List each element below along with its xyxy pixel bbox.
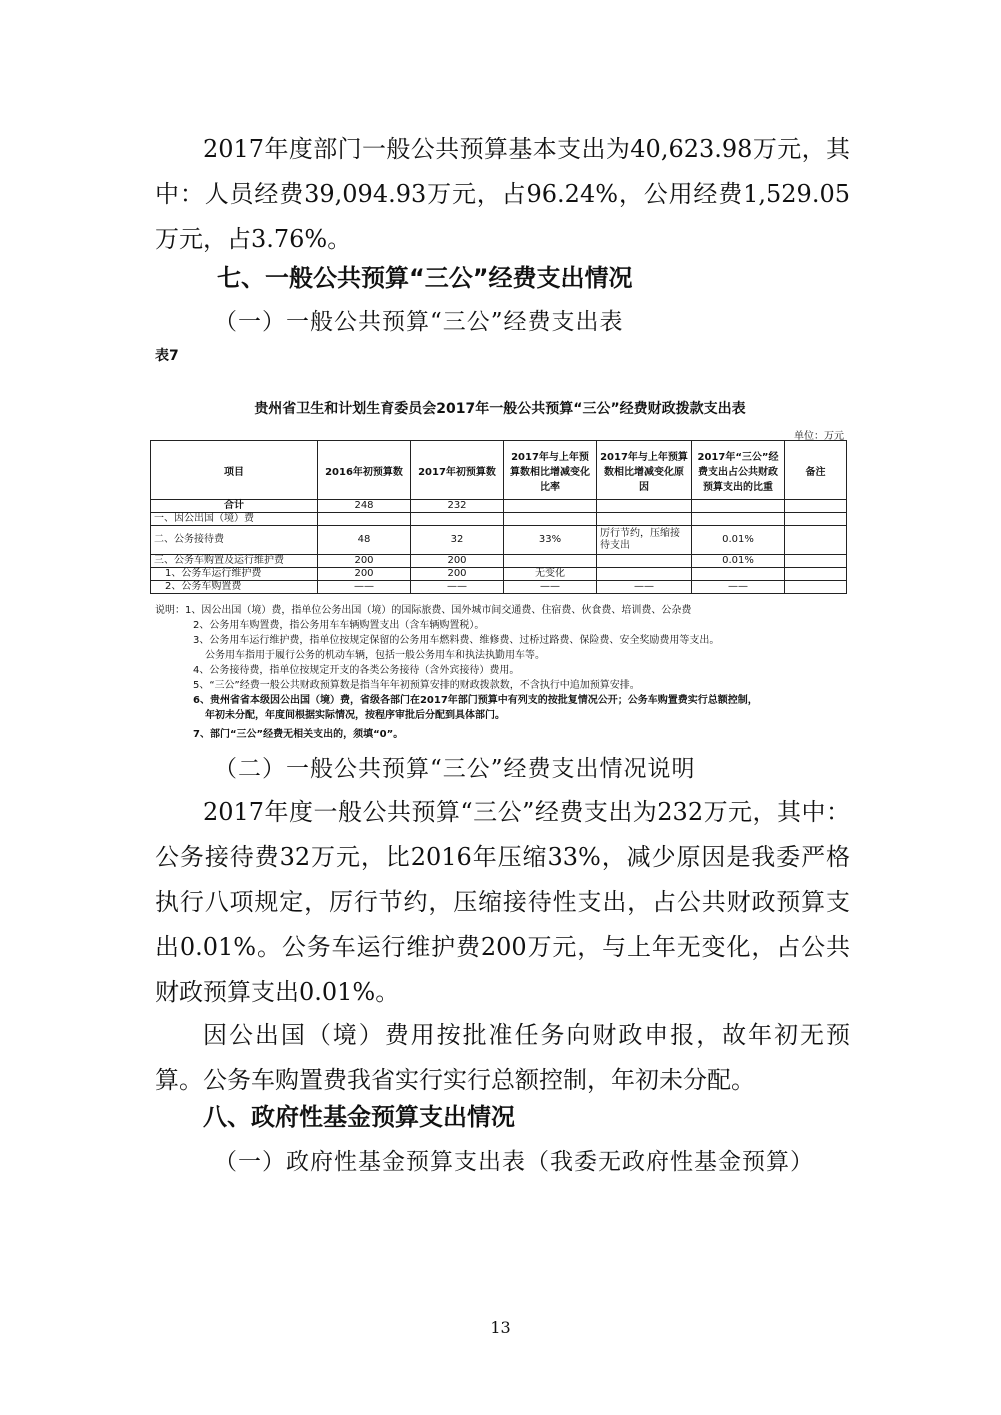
table-row — [151, 555, 847, 568]
cell-2017: 232 — [411, 500, 504, 513]
cell-2016 — [318, 513, 411, 526]
cell-share — [692, 500, 785, 513]
header-remarks: 备注 — [785, 441, 847, 500]
cell-item: 二、公务接待费 — [151, 526, 318, 555]
cell-reason — [597, 513, 692, 526]
cell-ratio — [504, 555, 597, 568]
note-line: 7、部门“三公”经费无相关支出的，须填“0”。 — [193, 729, 404, 740]
cell-2016: —— — [318, 581, 411, 594]
cell-remarks — [785, 513, 847, 526]
section7-heading: 七、一般公共预算“三公”经费支出情况 — [217, 264, 633, 292]
table-row — [151, 513, 847, 526]
cell-item: 合计 — [151, 500, 318, 513]
table-notes — [155, 603, 855, 742]
three-public-expenses-table — [150, 440, 847, 594]
cell-2017 — [411, 513, 504, 526]
table-unit: 单位：万元 — [794, 431, 844, 442]
cell-2016: 200 — [318, 555, 411, 568]
cell-ratio: 33% — [504, 526, 597, 555]
cell-2016: 200 — [318, 568, 411, 581]
cell-item: 1、公务车运行维护费 — [151, 568, 318, 581]
cell-2017: 200 — [411, 555, 504, 568]
cell-2017: 200 — [411, 568, 504, 581]
cell-ratio: 无变化 — [504, 568, 597, 581]
section7-paragraph-1: 2017年度一般公共预算“三公”经费支出为232万元，其中：公务接待费32万元，比2016年压缩33%，减少原因是我委严格执行八项规定，厉行节约，压缩接待性支出，占公共财政预算支出0.01%。公务车运行维护费200万元，与上年无变化，占公共财政预算支出0.01%。 — [155, 798, 850, 1006]
note-line: 年初未分配，年度间根据实际情况，按程序审批后分配到具体部门。 — [205, 710, 505, 721]
note-line: 4、公务接待费，指单位按规定开支的各类公务接待（含外宾接待）费用。 — [193, 665, 520, 676]
cell-item: 2、公务车购置费 — [151, 581, 318, 594]
cell-ratio — [504, 513, 597, 526]
header-share: 2017年“三公”经费支出占公共财政预算支出的比重 — [692, 441, 785, 500]
note-line: 6、贵州省省本级因公出国（境）费，省级各部门在2017年部门预算中有列支的按批复情况公开；公务车购置费实行总额控制， — [193, 695, 758, 706]
note-line: 公务用车指用于履行公务的机动车辆，包括一般公务用车和执法执勤用车等。 — [205, 650, 545, 661]
table-header-row — [151, 441, 847, 500]
cell-share: —— — [692, 581, 785, 594]
cell-2017: —— — [411, 581, 504, 594]
cell-remarks — [785, 568, 847, 581]
header-item: 项目 — [151, 441, 318, 500]
note-line: 5、“三公”经费一般公共财政预算数是指当年年初预算安排的财政拨款数，不含执行中追加预算安排。 — [193, 680, 640, 691]
section8-subheading-1: （一）政府性基金预算支出表（我委无政府性基金预算） — [214, 1149, 814, 1175]
table-row — [151, 568, 847, 581]
section7-subheading-1: （一）一般公共预算“三公”经费支出表 — [214, 309, 624, 335]
cell-remarks — [785, 581, 847, 594]
cell-reason — [597, 500, 692, 513]
cell-item: 一、因公出国（境）费 — [151, 513, 318, 526]
page-number: 13 — [490, 1318, 511, 1337]
cell-reason: —— — [597, 581, 692, 594]
section7-paragraph-2: 因公出国（境）费用按批准任务向财政申报，故年初无预算。公务车购置费我省实行实行总额控制，年初未分配。 — [155, 1021, 850, 1094]
cell-2016: 248 — [318, 500, 411, 513]
header-2017-budget: 2017年初预算数 — [411, 441, 504, 500]
cell-share — [692, 568, 785, 581]
table-row — [151, 526, 847, 555]
cell-item: 三、公务车购置及运行维护费 — [151, 555, 318, 568]
cell-ratio: —— — [504, 581, 597, 594]
cell-share — [692, 513, 785, 526]
table-title: 贵州省卫生和计划生育委员会2017年一般公共预算“三公”经费财政拨款支出表 — [254, 401, 746, 417]
section6-paragraph: 2017年度部门一般公共预算基本支出为40,623.98万元，其中：人员经费39,094.93万元，占96.24%，公用经费1,529.05万元，占3.76%。 — [155, 135, 850, 253]
cell-share: 0.01% — [692, 526, 785, 555]
cell-share: 0.01% — [692, 555, 785, 568]
section8-heading: 八、政府性基金预算支出情况 — [203, 1103, 515, 1131]
section7-subheading-2: （二）一般公共预算“三公”经费支出情况说明 — [214, 756, 696, 782]
header-change-reason: 2017年与上年预算数相比增减变化原因 — [597, 441, 692, 500]
cell-remarks — [785, 500, 847, 513]
cell-reason — [597, 555, 692, 568]
table-label: 表7 — [155, 348, 179, 364]
table-row — [151, 500, 847, 513]
header-2016-budget: 2016年初预算数 — [318, 441, 411, 500]
cell-reason: 厉行节约，压缩接待支出 — [597, 526, 692, 555]
note-line: 2、公务用车购置费，指公务用车车辆购置支出（含车辆购置税）。 — [193, 620, 485, 631]
header-change-ratio: 2017年与上年预算数相比增减变化比率 — [504, 441, 597, 500]
note-line: 3、公务用车运行维护费，指单位按规定保留的公务用车燃料费、维修费、过桥过路费、保险费、安全奖励费用等支出。 — [193, 635, 720, 646]
cell-remarks — [785, 526, 847, 555]
note-line: 说明：1、因公出国（境）费，指单位公务出国（境）的国际旅费、国外城市间交通费、住宿费、伙食费、培训费、公杂费 — [155, 605, 692, 616]
cell-remarks — [785, 555, 847, 568]
cell-reason — [597, 568, 692, 581]
table-row — [151, 581, 847, 594]
cell-ratio — [504, 500, 597, 513]
cell-2016: 48 — [318, 526, 411, 555]
cell-2017: 32 — [411, 526, 504, 555]
